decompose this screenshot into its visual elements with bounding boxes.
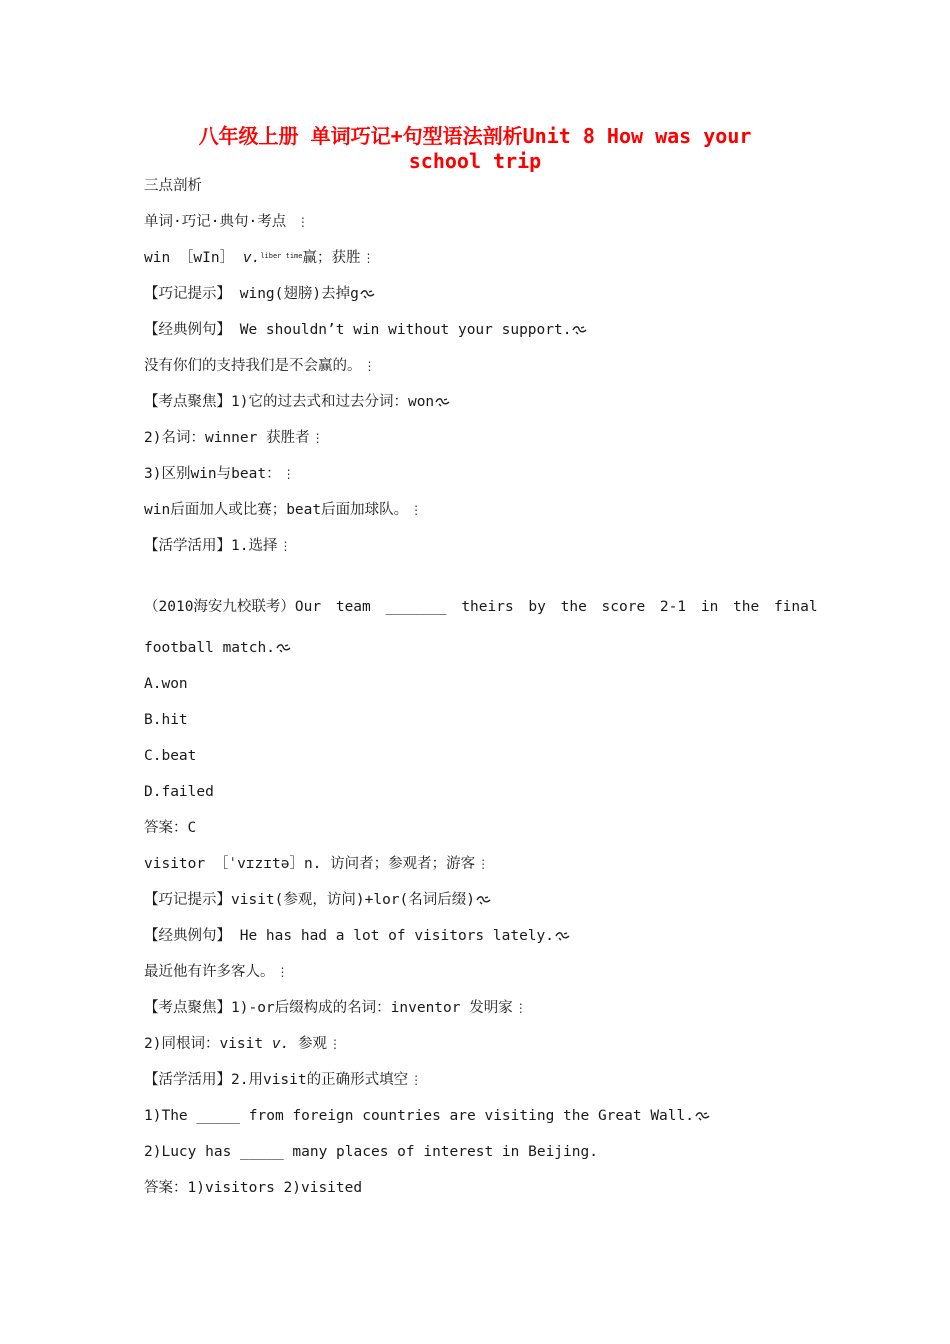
focus-point-1 [144,392,451,412]
focus-text: 2)同根词：visit [144,1036,272,1052]
title-line-2: school trip [408,149,542,173]
focus-point-3 [144,464,295,484]
word-win-phonetic: win ［wIn］ [144,250,235,266]
paragraph-mark-icon: ⋮ [296,215,309,229]
word-win-meaning: 赢；获胜 [302,250,361,266]
subheading [144,212,309,232]
section-heading [144,176,202,196]
answer-text: 答案：C [144,820,197,836]
memory-tip-visitor [144,890,492,910]
focus-point-visitor-2 [144,1034,341,1054]
question-stem-cont [144,638,292,658]
title-line-1: 八年级上册 单词巧记+句型语法剖析Unit 8 How was your [198,124,752,148]
focus-text: 【考点聚焦】1)它的过去式和过去分词：won [144,394,435,410]
memory-tip-text: 【巧记提示】 wing(翅膀)去掉g [144,286,359,302]
option-text: B.hit [144,712,188,728]
flourish-icon [276,643,292,653]
paragraph-mark-icon: ⋮ [363,359,376,373]
paragraph-mark-icon: ⋮ [282,467,295,481]
example-translation-win [144,356,376,376]
paragraph-mark-icon: ⋮ [362,251,375,265]
word-entry-visitor [144,854,489,874]
flourish-icon [476,895,492,905]
focus-text: 【考点聚焦】1)-or后缀构成的名词：inventor 发明家 [144,1000,513,1016]
practice-text: 【活学活用】2.用visit的正确形式填空 [144,1072,409,1088]
paragraph-mark-icon: ⋮ [477,857,490,871]
document-title [120,124,830,174]
paragraph-mark-icon: ⋮ [410,1073,423,1087]
practice-heading-1 [144,536,291,556]
translation-text: 没有你们的支持我们是不会赢的。 [144,358,362,374]
flourish-icon [555,931,571,941]
example-text: 【经典例句】 We shouldn’t win without your support. [144,322,572,338]
paragraph-mark-icon: ⋮ [276,965,289,979]
option-a [144,674,188,694]
option-text: C.beat [144,748,197,764]
option-b [144,710,188,730]
question-text: （2010海安九校联考）Our team _______ theirs by the score 2-1 in the final [144,599,818,615]
question-stem [144,597,818,617]
fill-blank-text: 1)The _____ from foreign countries are visiting the Great Wall. [144,1108,694,1124]
example-translation-visitor [144,962,289,982]
focus-point-2 [144,428,324,448]
fill-blank-1 [144,1106,711,1126]
answer-text: 答案：1)visitors 2)visited [144,1180,363,1196]
part-of-speech: v. [271,1036,290,1052]
answer-1 [144,818,196,838]
practice-heading-2 [144,1070,422,1090]
example-sentence-win [144,320,588,340]
translation-text: 最近他有许多客人。 [144,964,275,980]
paragraph-mark-icon: ⋮ [311,431,324,445]
focus-point-visitor-1 [144,998,527,1018]
flourish-icon [360,289,376,299]
word-visitor-text: visitor ［ˈvɪzɪtə］n. 访问者；参观者；游客 [144,856,476,872]
memory-tip-text: 【巧记提示】visit(参观，访问)+lor(名词后缀) [144,892,475,908]
question-text: football match. [144,640,275,656]
part-of-speech: v. [242,250,261,266]
memory-tip-win [144,284,376,304]
option-d [144,782,214,802]
focus-text: 参观 [289,1036,328,1052]
flourish-icon [572,325,588,335]
option-text: A.won [144,676,188,692]
fill-blank-2 [144,1142,598,1162]
stamp-mark: liber time [260,252,303,260]
option-text: D.failed [144,784,214,800]
paragraph-mark-icon: ⋮ [279,539,292,553]
paragraph-mark-icon: ⋮ [514,1001,527,1015]
fill-blank-text: 2)Lucy has _____ many places of interest in Beijing. [144,1144,598,1160]
flourish-icon [435,397,451,407]
flourish-icon [695,1111,711,1121]
paragraph-mark-icon: ⋮ [410,503,423,517]
subheading-text: 单词·巧记·典句·考点 [144,214,295,230]
option-c [144,746,196,766]
focus-text: 2)名词：winner 获胜者 [144,430,310,446]
paragraph-mark-icon: ⋮ [329,1037,342,1051]
example-sentence-visitor [144,926,571,946]
word-entry-win [144,248,374,268]
answer-2 [144,1178,362,1198]
focus-text: 3)区别win与beat： [144,466,281,482]
example-text: 【经典例句】 He has had a lot of visitors lately. [144,928,554,944]
practice-text: 【活学活用】1.选择 [144,538,278,554]
focus-text: win后面加人或比赛；beat后面加球队。 [144,502,409,518]
focus-point-explanation [144,500,422,520]
section-heading-text: 三点剖析 [144,178,202,194]
